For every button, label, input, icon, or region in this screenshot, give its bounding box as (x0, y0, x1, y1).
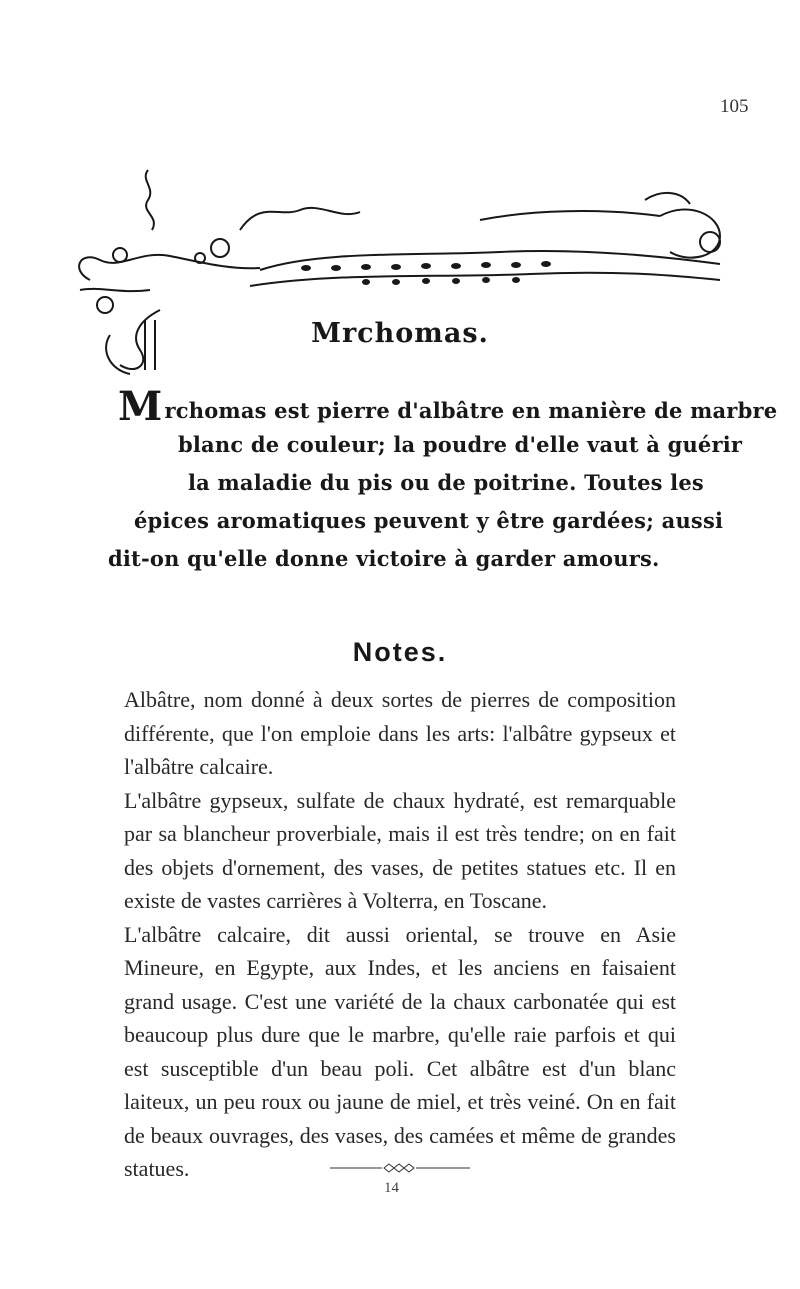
drop-cap: M (118, 383, 163, 430)
signature-mark: 14 (384, 1180, 399, 1196)
gothic-line: dit-on qu'elle donne victoire à garder amours. (108, 546, 660, 571)
notes-title: Notes. (352, 637, 448, 667)
notes-paragraph: Albâtre, nom donné à deux sortes de pierres de composition différente, que l'on emploie dans les arts: l'albâtre gypseux et l'albâtre calcaire. (124, 687, 676, 779)
decorative-scroll-ornament (60, 160, 760, 390)
gothic-text-block (108, 383, 778, 578)
chapter-heading: Mrchomas. (311, 318, 489, 349)
gothic-line: blanc de couleur; la poudre d'elle vaut à guérir (178, 432, 743, 457)
gothic-line: épices aromatiques peuvent y être gardées; aussi (134, 508, 724, 533)
gothic-line-text: rchomas est pierre d'albâtre en manière de marbre (164, 398, 778, 423)
notes-paragraph: L'albâtre calcaire, dit aussi oriental, se trouve en Asie Mineure, en Egypte, aux Indes, et les anciens en faisaient grand usage. C'est une variété de la chaux carbonatée qui est beaucoup plus dure que le marbre, qu'elle raie parfois et qui est susceptible d'un beau poli. Cet albâtre est d'un blanc laiteux, un peu roux ou jaune de miel, et très veiné. On en fait de beaux ouvrages, des vases, des camées et même de grandes statues. (124, 921, 676, 1181)
gothic-line (118, 383, 778, 430)
gothic-line: la maladie du pis ou de poitrine. Toutes les (188, 470, 704, 495)
separator-ornament (330, 1162, 470, 1174)
notes-body (124, 683, 676, 1186)
page-number: 105 (720, 96, 749, 117)
notes-paragraph: L'albâtre gypseux, sulfate de chaux hydraté, est remarquable par sa blancheur proverbiale, mais il est très tendre; on en fait des objets d'ornement, des vases, de petites statues etc. Il en existe de vastes carrières à Volterra, en Toscane. (124, 787, 676, 913)
